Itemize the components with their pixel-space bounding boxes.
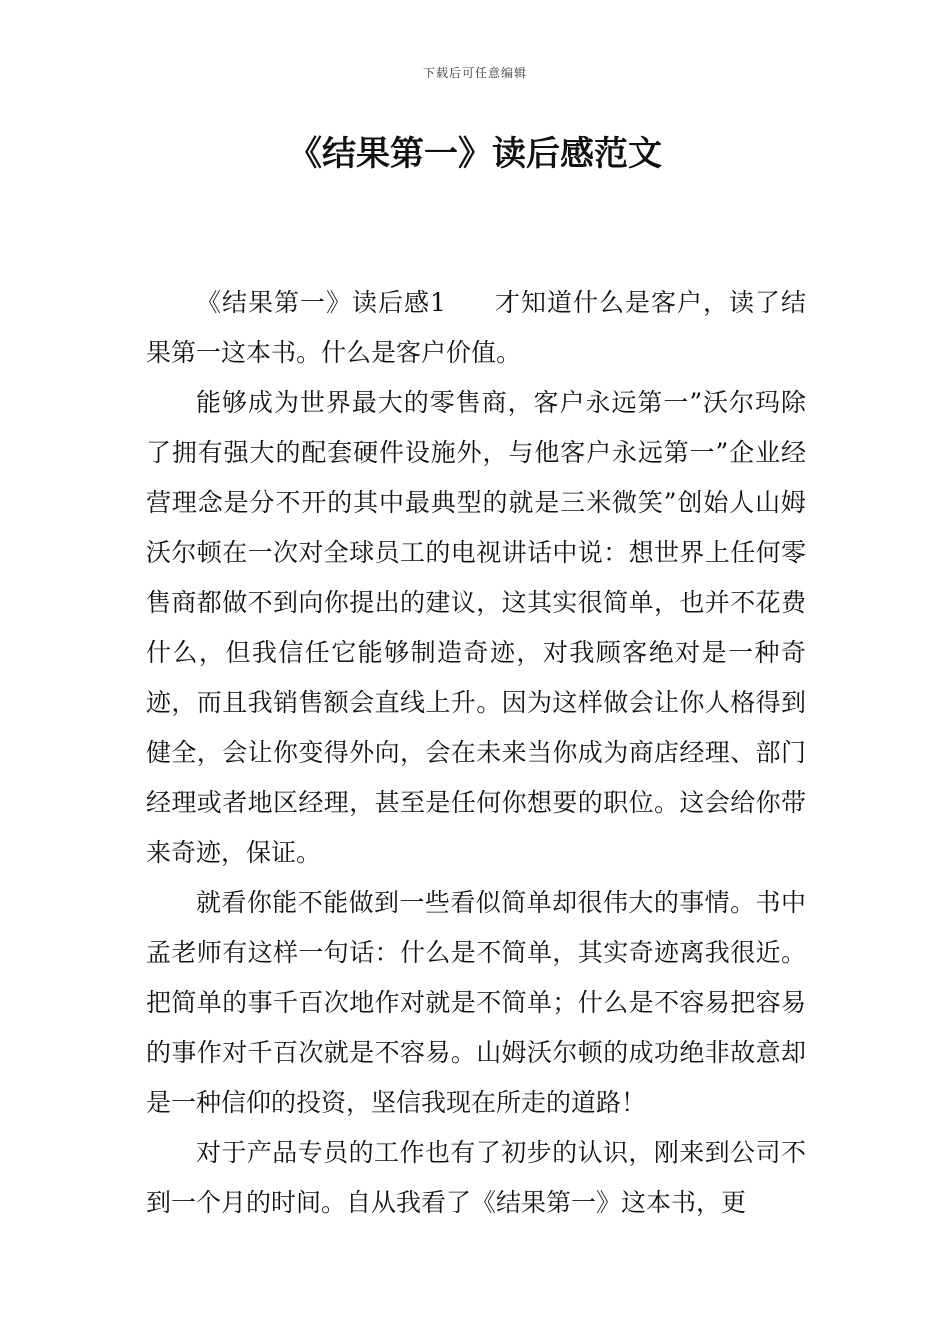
document-body <box>146 278 806 1228</box>
paragraph-2: 能够成为世界最大的零售商，客户永远第一”沃尔玛除了拥有强大的配套硬件设施外，与他客户永远第一”企业经营理念是分不开的其中最典型的就是三米微笑”创始人山姆沃尔顿在一次对全球员工的电视讲话中说：想世界上任何零售商都做不到向你提出的建议，这其实很简单，也并不花费什么，但我信任它能够制造奇迹，对我顾客绝对是一种奇迹，而且我销售额会直线上升。因为这样做会让你人格得到健全，会让你变得外向，会在未来当你成为商店经理、部门经理或者地区经理，甚至是任何你想要的职位。这会给你带来奇迹，保证。 <box>146 388 806 867</box>
paragraph-1-text: 才知道什么是客户，读了结果第一这本书。什么是客户价值。 <box>146 288 806 367</box>
paragraph-3: 就看你能不能做到一些看似简单却很伟大的事情。书中孟老师有这样一句话：什么是不简单，其实奇迹离我很近。把简单的事千百次地作对就是不简单；什么是不容易把容易的事作对千百次就是不容易。山姆沃尔顿的成功绝非故意却是一种信仰的投资，坚信我现在所走的道路！ <box>146 888 806 1117</box>
document-title: 《结果第一》读后感范文 <box>288 134 662 174</box>
paragraph-4: 对于产品专员的工作也有了初步的认识，刚来到公司不到一个月的时间。自从我看了《结果第一》这本书，更 <box>146 1138 806 1217</box>
paragraph-1-lead: 《结果第一》读后感1 <box>196 288 446 317</box>
header-note: 下载后可任意编辑 <box>422 66 527 80</box>
paragraph-1 <box>146 278 806 378</box>
